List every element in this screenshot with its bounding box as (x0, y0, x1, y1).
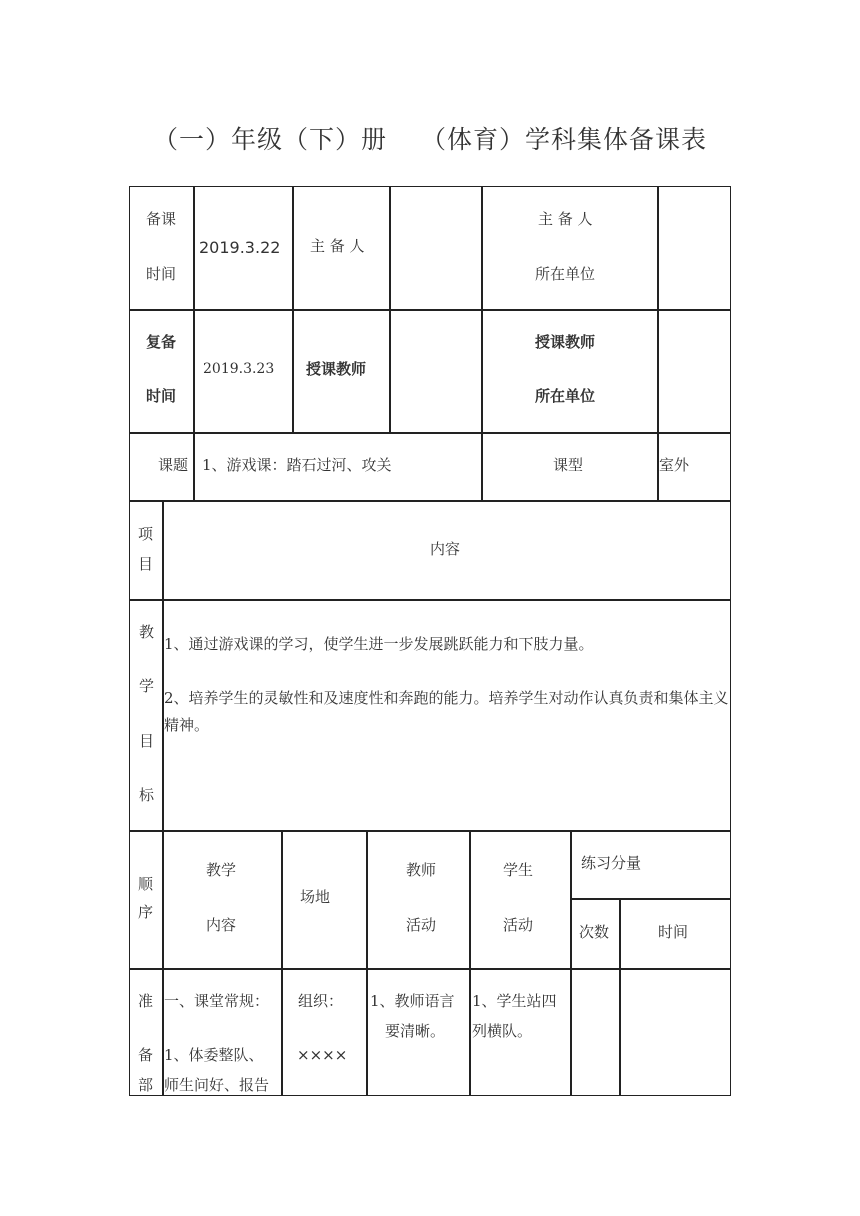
teacher-activity-header: 教师 (406, 861, 437, 879)
prep-date: 2019.3.22 (199, 238, 281, 257)
goal-label-3: 目 (139, 732, 155, 750)
section-label-1: 准 (138, 992, 154, 1010)
order-label-2: 序 (138, 903, 154, 921)
teacher-unit-label: 授课教师 (535, 333, 596, 351)
item-label-2: 目 (138, 555, 154, 573)
content-line-1: 一、课堂常规： (164, 992, 270, 1010)
content-line-3: 师生问好、报告 (164, 1076, 270, 1094)
teaching-content-header: 教学 (206, 861, 237, 879)
student-activity-header-2: 活动 (503, 916, 534, 934)
teacher-unit-label-2: 所在单位 (535, 387, 596, 405)
repetitions-header: 次数 (579, 923, 610, 941)
goal-label-4: 标 (139, 786, 155, 804)
student-activity-line-2: 列横队。 (472, 1022, 533, 1040)
goal-label-2: 学 (139, 677, 155, 695)
review-date: 2019.3.23 (203, 361, 275, 377)
topic-value: 1、游戏课：踏石过河、攻关 (202, 456, 392, 474)
preparer-unit-label: 主 备 人 (538, 210, 593, 228)
venue-line-1: 组织： (298, 992, 344, 1010)
page-title (0, 120, 860, 156)
review-time-label: 复备 (146, 333, 177, 351)
teacher-activity-line-2: 要清晰。 (385, 1022, 446, 1040)
practice-amount-header: 练习分量 (581, 854, 642, 872)
prep-time-label: 备课 (146, 210, 177, 228)
item-label: 项 (138, 525, 154, 543)
lesson-prep-table (129, 186, 731, 1096)
main-preparer-label: 主 备 人 (310, 237, 365, 255)
title-subject: （体育）学科集体备课表 (421, 125, 708, 154)
teaching-content-header-2: 内容 (206, 916, 237, 934)
title-grade: （一）年级（下）册 (152, 125, 387, 154)
order-label-1: 顺 (138, 875, 154, 893)
section-label-2: 备 (138, 1046, 154, 1064)
preparer-unit-label-2: 所在单位 (535, 265, 596, 283)
duration-header: 时间 (658, 923, 689, 941)
goal-label-1: 教 (139, 623, 155, 641)
content-line-2: 1、体委整队、 (164, 1046, 264, 1064)
venue-header: 场地 (300, 888, 331, 906)
lesson-type-label: 课型 (553, 456, 584, 474)
content-header: 内容 (430, 540, 461, 558)
topic-label: 课题 (158, 456, 189, 474)
section-label-3: 部 (138, 1076, 154, 1094)
goal-1: 1、通过游戏课的学习，使学生进一步发展跳跃能力和下肢力量。 (164, 635, 594, 653)
goal-2: 2、培养学生的灵敏性和及速度性和奔跑的能力。培养学生对动作认真负责和集体主义精神。 (164, 689, 729, 734)
lesson-type-value: 室外 (659, 456, 690, 474)
venue-line-2: ×××× (297, 1046, 348, 1064)
teacher-activity-line-1: 1、教师语言 (370, 992, 455, 1010)
teacher-label: 授课教师 (306, 360, 367, 378)
teacher-activity-header-2: 活动 (406, 916, 437, 934)
review-time-label-2: 时间 (146, 387, 177, 405)
prep-time-label-2: 时间 (146, 265, 177, 283)
student-activity-line-1: 1、学生站四 (472, 992, 557, 1010)
student-activity-header: 学生 (503, 861, 534, 879)
